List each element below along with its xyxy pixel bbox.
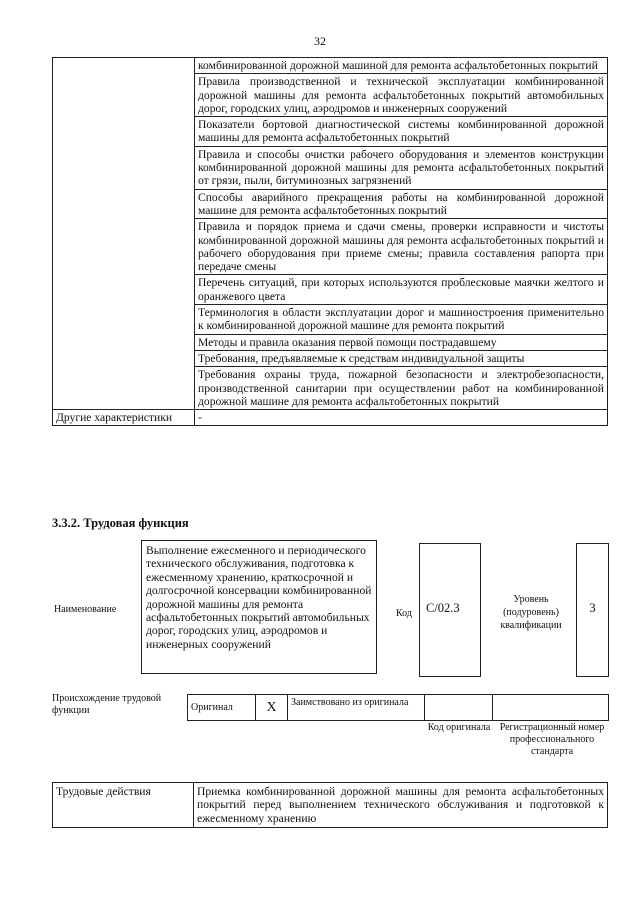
- reg-number-label: Регистрационный номер профессионального стандарта: [499, 722, 605, 757]
- code-label: Код: [396, 608, 412, 619]
- knowledge-item: Терминология в области эксплуатации дорог и машиностроения применительно к комбинированной дорожной машине для ремонта покрытий: [195, 305, 608, 335]
- labor-actions-table: [52, 782, 608, 828]
- original-mark: X: [256, 695, 288, 721]
- knowledge-item: Правила и порядок приема и сдачи смены, проверки исправности и чистоты комбинированной дорожной машины для ремонта асфальтобетонных покрытий и рабочего оборудования при приеме смены; правила составления рапорта при передаче смены: [195, 219, 608, 275]
- knowledge-item: Показатели бортовой диагностической системы комбинированной дорожной машины для ремонта асфальтобетонных покрытий: [195, 117, 608, 147]
- knowledge-table: [52, 57, 608, 426]
- knowledge-item: Перечень ситуаций, при которых используются проблесковые маячки желтого и оранжевого цвета: [195, 275, 608, 305]
- knowledge-item: комбинированной дорожной машиной для ремонта асфальтобетонных покрытий: [195, 58, 608, 74]
- knowledge-item: Требования охраны труда, пожарной безопасности и электробезопасности, производственной санитарии при осуществлении работ на комбинированной дорожной машине для ремонта асфальтобетонных покрытий: [195, 367, 608, 410]
- table-row: [53, 58, 608, 74]
- knowledge-item: Правила производственной и технической эксплуатации комбинированной дорожной машины для ремонта асфальтобетонных покрытий автомобильных дорог, городских улиц, аэродромов и инженерных сооружений: [195, 74, 608, 117]
- original-label: Оригинал: [188, 695, 256, 721]
- function-name-box: Выполнение ежесменного и периодического технического обслуживания, подготовка к ежесменному хранению, краткосрочной и долгосрочной консервации комбинированной дорожной машины для ремонта асфальтобетонных покрытий автомобильных дорог, городских улиц, аэродромов и инженерных сооружений: [141, 540, 377, 674]
- code-original-label: Код оригинала: [427, 722, 491, 733]
- page-number: 32: [314, 34, 326, 48]
- reg-number-cell: [493, 695, 609, 721]
- table-row: [53, 410, 608, 426]
- knowledge-item: Способы аварийного прекращения работы на комбинированной дорожной машине для ремонта асфальтобетонных покрытий: [195, 189, 608, 219]
- name-label: Наименование: [54, 604, 117, 615]
- labor-actions-label: Трудовые действия: [53, 783, 194, 828]
- table-row: [53, 783, 608, 828]
- function-code-box: C/02.3: [419, 543, 481, 677]
- knowledge-item: Правила и способы очистки рабочего оборудования и элементов конструкции комбинированной дорожной машины для ремонта асфальтобетонных покрытий от грязи, пыли, битуминозных загрязнений: [195, 146, 608, 189]
- code-original-cell: [425, 695, 493, 721]
- table-row: [188, 695, 609, 721]
- origin-table: [187, 694, 609, 721]
- level-box: 3: [576, 543, 609, 677]
- other-characteristics-label: Другие характеристики: [53, 410, 195, 426]
- knowledge-item: Методы и правила оказания первой помощи пострадавшему: [195, 334, 608, 350]
- origin-label: Происхождение трудовой функции: [52, 693, 162, 716]
- knowledge-item: Требования, предъявляемые к средствам индивидуальной защиты: [195, 350, 608, 366]
- borrowed-label: Заимствовано из оригинала: [288, 695, 425, 721]
- other-characteristics-value: -: [195, 410, 608, 426]
- section-title: 3.3.2. Трудовая функция: [52, 516, 189, 530]
- knowledge-category-cell: [53, 58, 195, 410]
- labor-action-item: Приемка комбинированной дорожной машины для ремонта асфальтобетонных покрытий перед выполнением технического обслуживания и подготовкой к ежесменному хранению: [194, 783, 608, 828]
- level-label: Уровень (подуровень) квалификации: [500, 594, 562, 631]
